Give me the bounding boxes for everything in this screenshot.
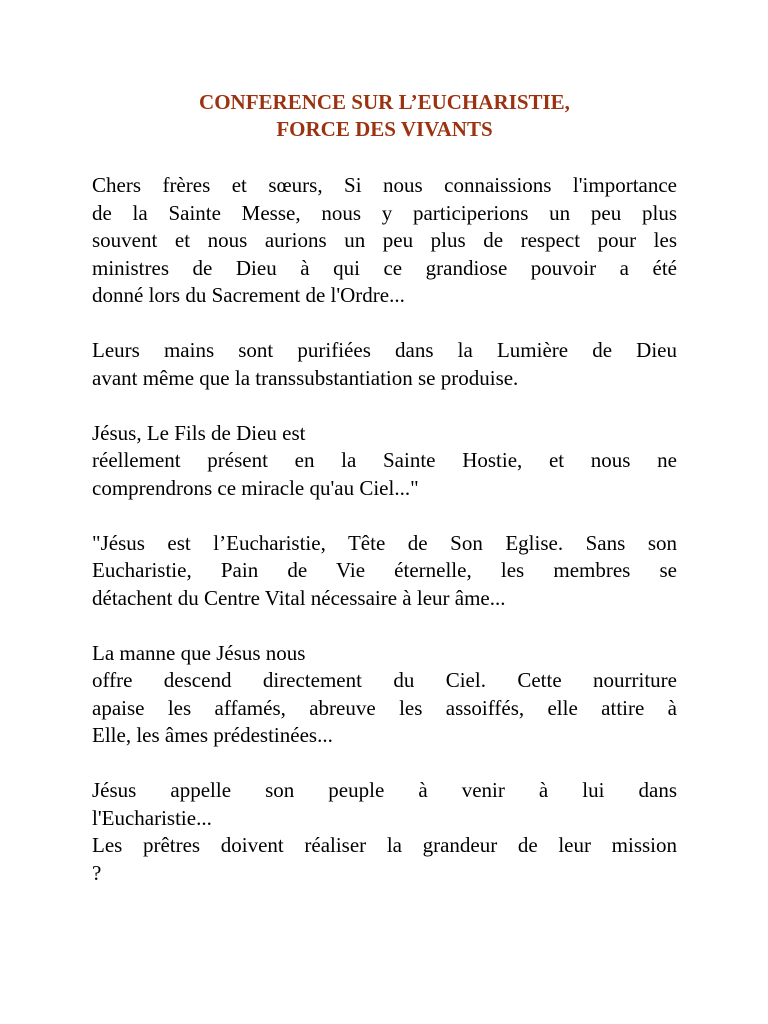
text-line: apaise les affamés, abreuve les assoiffés, elle attire à xyxy=(92,695,677,720)
document-title xyxy=(92,89,677,143)
paragraph-4 xyxy=(92,530,677,613)
text-line: offre descend directement du Ciel. Cette nourriture xyxy=(92,668,677,692)
paragraph-3 xyxy=(92,420,677,503)
text-line: réellement présent en la Sainte Hostie, et nous ne xyxy=(92,448,677,472)
paragraph-6 xyxy=(92,777,677,887)
text-line: "Jésus est l’Eucharistie, Tête de Son Eglise. Sans son xyxy=(92,530,677,555)
text-line: Jésus, Le Fils de Dieu est xyxy=(92,420,306,445)
title-line-1: CONFERENCE SUR L’EUCHARISTIE, xyxy=(199,90,570,114)
paragraph-1 xyxy=(92,172,677,310)
text-line: souvent et nous aurions un peu plus de respect pour les xyxy=(92,228,677,252)
text-line: avant même que la transsubstantiation se produise. xyxy=(92,365,519,390)
text-line: comprendrons ce miracle qu'au Ciel..." xyxy=(92,475,419,500)
text-line: de la Sainte Messe, nous y participerions un peu plus xyxy=(92,200,677,225)
text-line: l'Eucharistie... xyxy=(92,805,212,830)
paragraph-2 xyxy=(92,337,677,392)
text-line: La manne que Jésus nous xyxy=(92,640,306,665)
document-body xyxy=(92,172,677,915)
text-line: ministres de Dieu à qui ce grandiose pouvoir a été xyxy=(92,255,677,280)
text-line: Elle, les âmes prédestinées... xyxy=(92,723,333,747)
text-line: Leurs mains sont purifiées dans la Lumière de Dieu xyxy=(92,338,677,362)
title-line-2: FORCE DES VIVANTS xyxy=(276,117,493,141)
text-line: détachent du Centre Vital nécessaire à leur âme... xyxy=(92,585,506,610)
text-line: ? xyxy=(92,860,102,885)
text-line: Eucharistie, Pain de Vie éternelle, les membres se xyxy=(92,558,677,582)
text-line: Jésus appelle son peuple à venir à lui dans xyxy=(92,778,677,802)
text-line: Les prêtres doivent réaliser la grandeur de leur mission xyxy=(92,833,677,857)
text-line: Chers frères et sœurs, Si nous connaissions l'importance xyxy=(92,173,677,197)
text-line: donné lors du Sacrement de l'Ordre... xyxy=(92,283,405,307)
paragraph-5 xyxy=(92,640,677,750)
